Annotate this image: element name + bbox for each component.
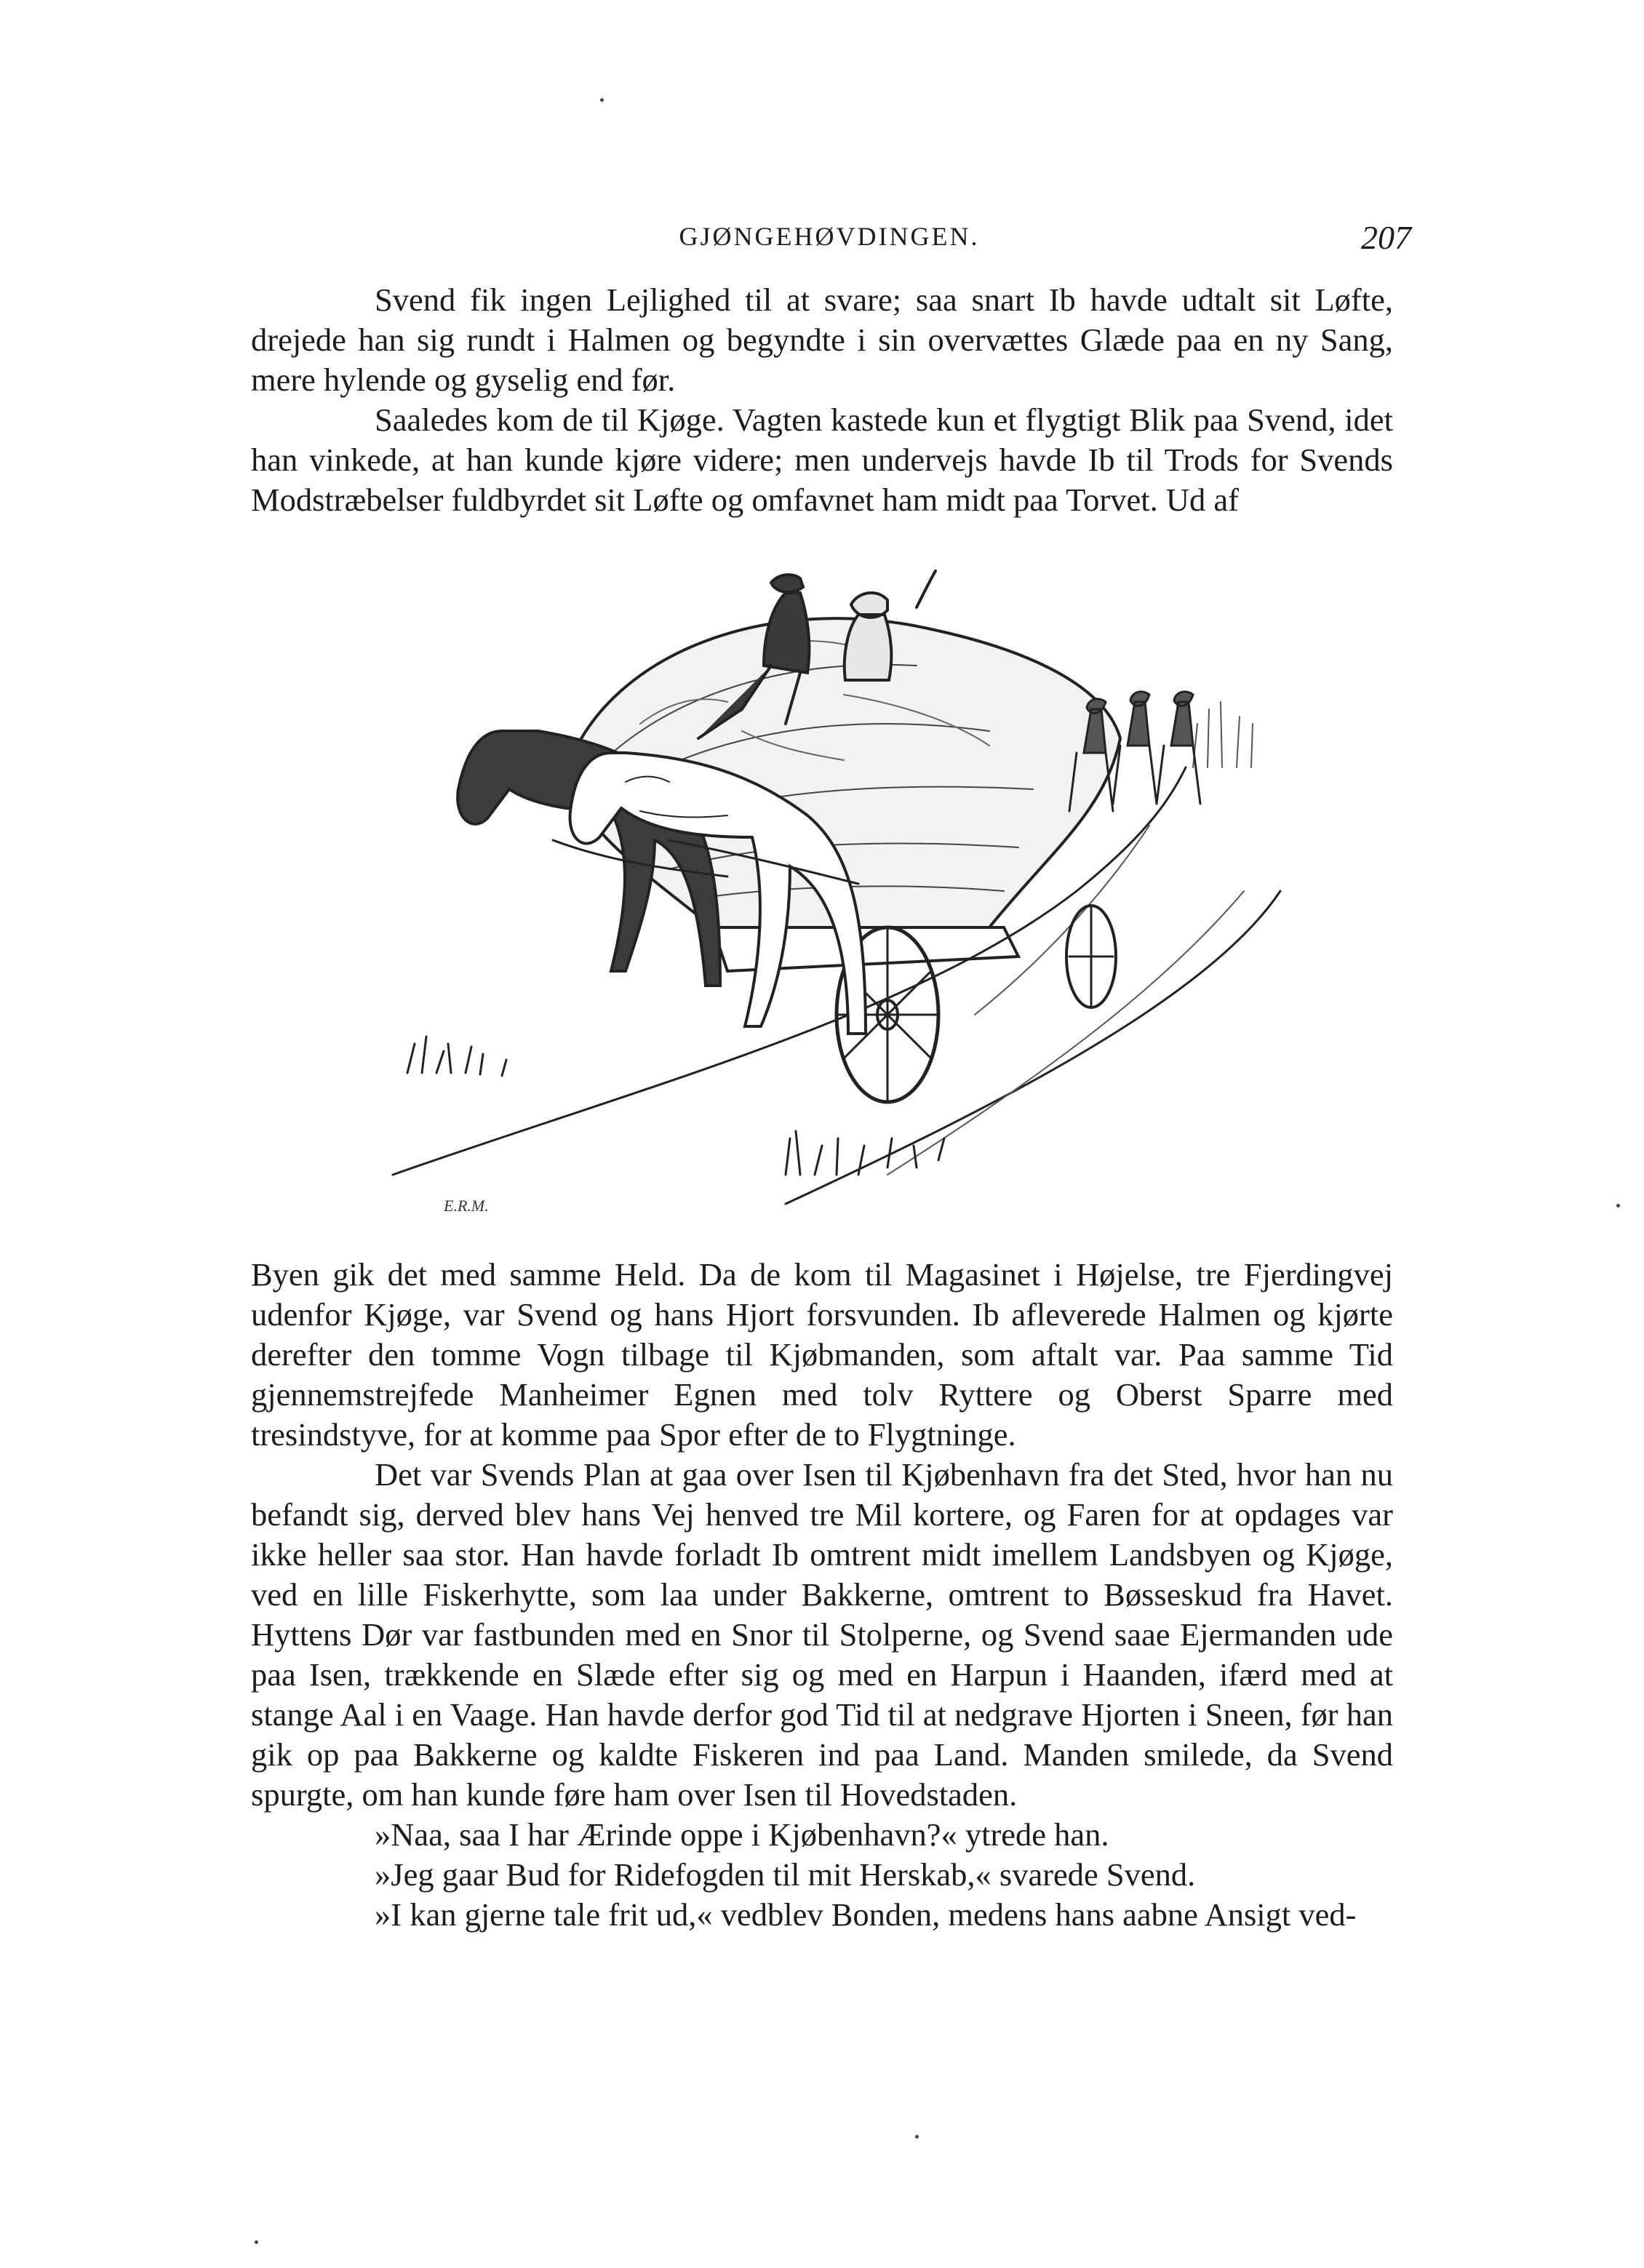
- paper-speck: [255, 2240, 258, 2244]
- paragraph: Saaledes kom de til Kjøge. Vagten kastede kun et flygtigt Blik paa Svend, idet han vinkede, at han kunde kjøre videre; men undervejs havde Ib til Trods for Svends Modstræbelser fuldbyrdet sit Løfte og omfavnet ham midt paa Torvet. Ud af: [251, 402, 1393, 518]
- hay-wagon-illustration: [335, 549, 1295, 1233]
- paper-speck: [600, 98, 604, 102]
- paragraph: »Naa, saa I har Ærinde oppe i Kjøbenhavn?« ytrede han.: [375, 1816, 1109, 1853]
- running-title: GJØNGEHØVDINGEN.: [679, 222, 980, 251]
- page-number: 207: [1361, 219, 1411, 256]
- paragraph: Byen gik det med samme Held. Da de kom til Magasinet i Højelse, tre Fjerdingvej udenfor Kjøge, var Svend og hans Hjort forsvunden. Ib afleverede Halmen og kjørte derefter den tomme Vogn tilbage til Kjøbmanden, som aftalt var. Paa samme Tid gjennemstrejfede Manheimer Egnen med tolv Ryttere og Oberst Sparre med tresindstyve, for at komme paa Spor efter de to Flygtninge.: [251, 1256, 1393, 1453]
- paragraph: Det var Svends Plan at gaa over Isen til Kjøbenhavn fra det Sted, hvor han nu befandt sig, derved blev hans Vej henved tre Mil kortere, og Faren for at opdages var ikke heller saa stor. Han havde forladt Ib omtrent midt imellem Landsbyen og Kjøge, ved en lille Fiskerhytte, som laa under Bakkerne, omtrent to Bøsseskud fra Havet. Hyttens Dør var fastbunden med en Snor til Stolperne, og Svend saae Ejermanden ude paa Isen, trækkende en Slæde efter sig og med en Harpun i Haanden, ifærd med at stange Aal i en Vaage. Han havde derfor god Tid til at nedgrave Hjorten i Sneen, før han gik op paa Bakkerne og kaldte Fiskeren ind paa Land. Manden smilede, da Svend spurgte, om han kunde føre ham over Isen til Hovedstaden.: [251, 1456, 1393, 1813]
- text-block-top: [251, 280, 1393, 520]
- grass-tufts: [407, 1037, 506, 1076]
- text-block-bottom: [251, 1255, 1393, 1935]
- illustrator-signature: E.R.M.: [444, 1197, 489, 1215]
- paper-speck: [1616, 1204, 1620, 1207]
- running-head: [247, 218, 1411, 262]
- hay-wagon-drawing: [335, 549, 1295, 1233]
- paragraph: »Jeg gaar Bud for Ridefogden til mit Herskab,« svarede Svend.: [375, 1856, 1196, 1893]
- paper-speck: [915, 2135, 919, 2139]
- paragraph: »I kan gjerne tale frit ud,« vedblev Bonden, medens hans aabne Ansigt ved-: [375, 1896, 1357, 1933]
- paragraph: Svend fik ingen Lejlighed til at svare; saa snart Ib havde udtalt sit Løfte, drejede han sig rundt i Halmen og begyndte i sin overvættes Glæde paa en ny Sang, mere hylende og gyselig end før.: [251, 281, 1393, 398]
